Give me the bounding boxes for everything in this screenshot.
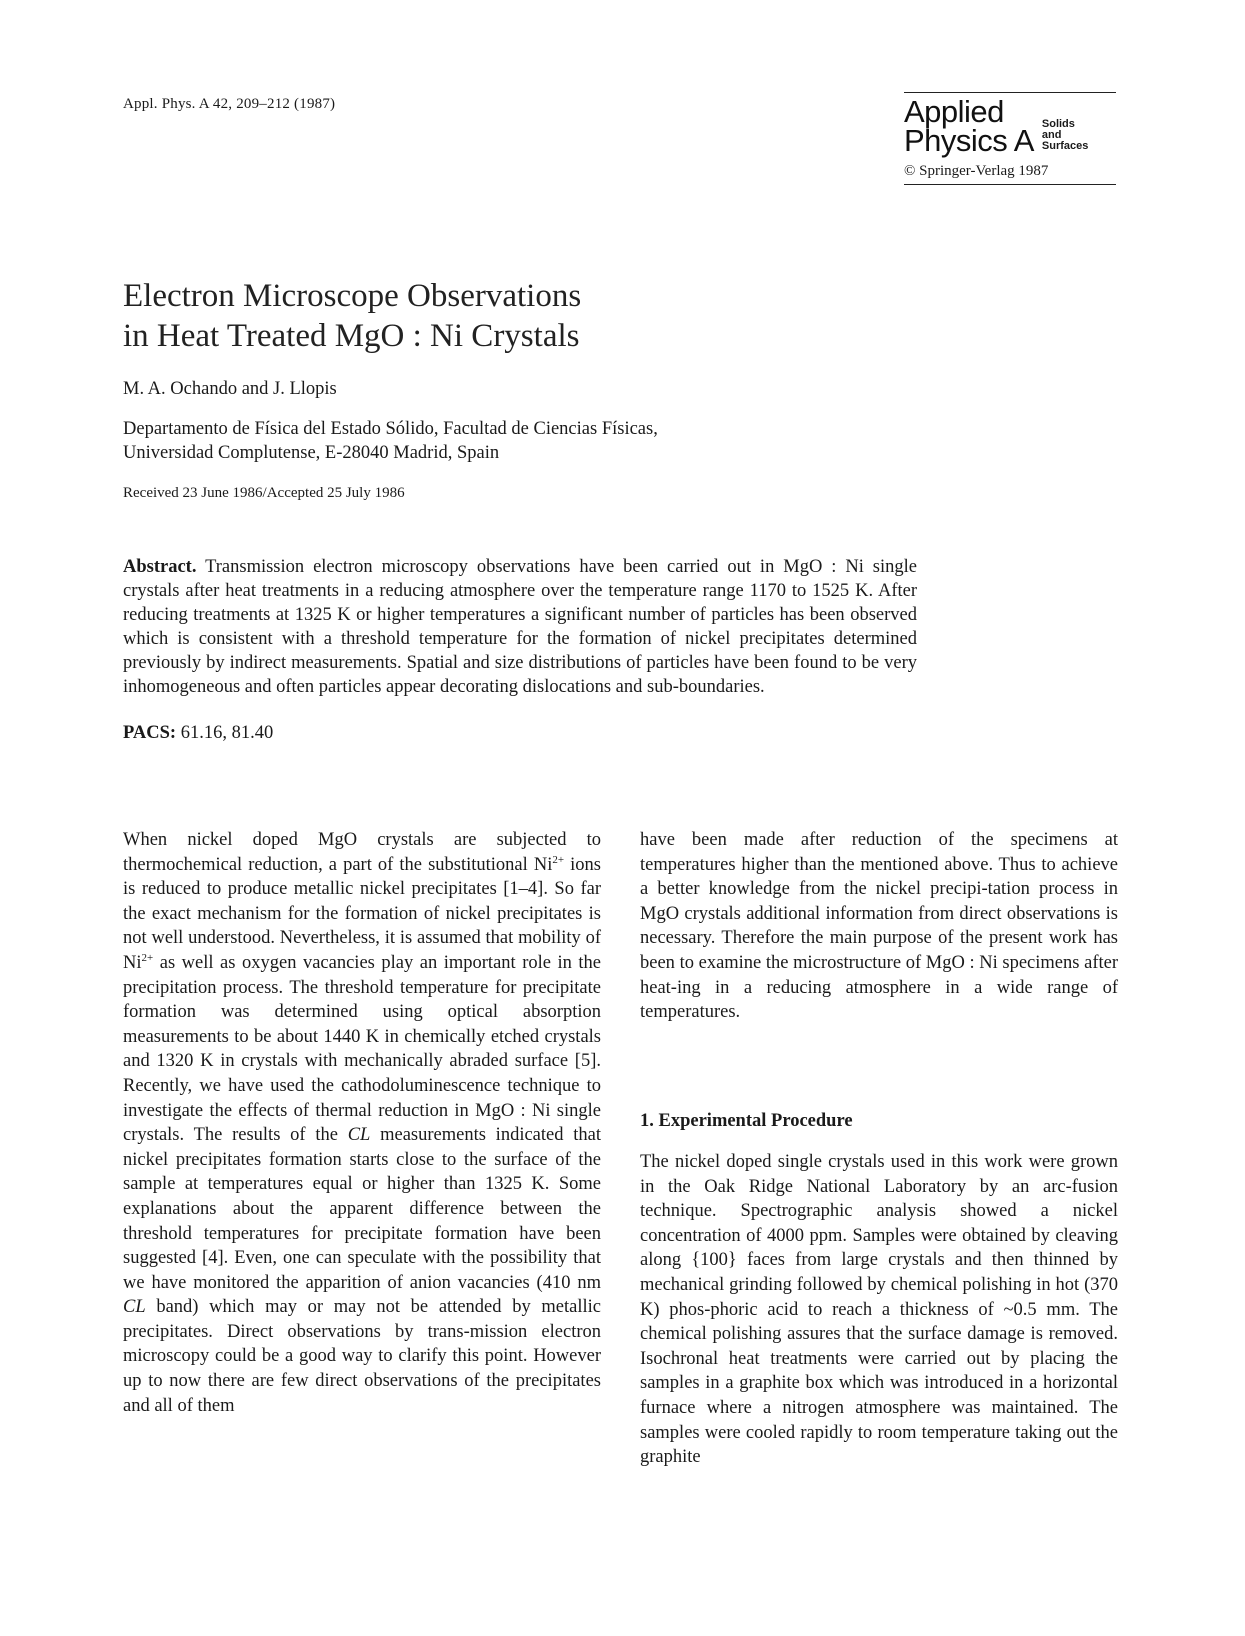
article-authors: M. A. Ochando and J. Llopis [123, 379, 337, 399]
left-text-2: ions is reduced to produce metallic nickel precipitates [1–4]. So far the exact mechanism for the formation of nickel precipitates is not well understood. Nevertheless, it is assumed that mobility of Ni [123, 854, 601, 973]
affiliation-line2: Universidad Complutense, E-28040 Madrid, Spain [123, 443, 500, 463]
body-column-left [123, 828, 601, 1418]
pacs-label: PACS: [123, 723, 177, 743]
journal-logo-line2: Physics A [904, 123, 1034, 158]
journal-logo-sub3: Surfaces [1041, 140, 1089, 152]
left-text-3: as well as oxygen vacancies play an important role in the precipitation process. The threshold temperature for precipitate formation was determined using optical absorption measurements to be about 1440 K in chemically etched crystals and 1320 K in crystals with mechanically abraded surface [5]. Recently, we have used the cathodoluminescence technique to investigate the effects of thermal reduction in MgO : Ni single crystals. The results of the [123, 952, 601, 1146]
body-column-right-section: The nickel doped single crystals used in this work were grown in the Oak Ridge National Laboratory by an arc-fusion technique. Spectrographic analysis showed a nickel concentration of 4000 ppm. Samples were obtained by cleaving along {100} faces from large crystals and then thinned by mechanical grinding followed by chemical polishing in hot (370 K) phos-phoric acid to reach a thickness of ~0.5 mm. The chemical polishing assures that the surface damage is removed. Isochronal heat treatments were carried out by placing the samples in a graphite box which was introduced in a horizontal furnace where a nitrogen atmosphere was maintained. The samples were cooled rapidly to room temperature taking out the graphite [640, 1152, 1118, 1468]
pacs-value: 61.16, 81.40 [180, 723, 274, 743]
journal-citation: Appl. Phys. A 42, 209–212 (1987) [123, 96, 336, 112]
article-title-line2: in Heat Treated MgO : Ni Crystals [123, 318, 580, 354]
logo-rule-bottom [904, 184, 1116, 185]
affiliation-line1: Departamento de Física del Estado Sólido, Facultad de Ciencias Físicas, [123, 419, 658, 439]
abstract [123, 555, 917, 699]
left-text-1: When nickel doped MgO crystals are subjected to thermochemical reduction, a part of the substitutional Ni [123, 830, 601, 875]
copyright-notice: © Springer-Verlag 1987 [904, 163, 1049, 179]
article-title [123, 276, 581, 356]
journal-logo [904, 94, 1116, 158]
body-column-right-intro: have been made after reduction of the specimens at temperatures higher than the mentioned above. Thus to achieve a better knowledge from the nickel precipi-tation process in MgO crystals additional information from direct observations is necessary. Therefore the main purpose of the present work has been to examine the microstructure of MgO : Ni specimens after heat-ing in a reducing atmosphere in a wide range of temperatures. [640, 830, 1118, 1023]
journal-logo-name [904, 94, 1034, 158]
pacs-codes [123, 723, 273, 744]
left-text-5: band) which may or may not be attended by metallic precipitates. Direct observations by trans-mission electron microscopy could be a good way to clarify this point. However up to now there are few direct observations of the precipitates and all of them [123, 1297, 601, 1416]
article-title-line1: Electron Microscope Observations [123, 278, 582, 314]
superscript-charge: 2+ [552, 853, 565, 866]
left-text-4: measurements indicated that nickel precipitates formation starts close to the surface of the sample at temperatures equal or higher than 1325 K. Some explanations about the apparent difference between the threshold temperatures for precipitate formation have been suggested [4]. Even, one can speculate with the possibility that we have monitored the apparition of anion vacancies (410 nm [123, 1125, 601, 1293]
section-heading: 1. Experimental Procedure [640, 1111, 853, 1131]
cl-abbreviation: CL [123, 1297, 146, 1318]
superscript-charge: 2+ [141, 951, 154, 964]
received-dates: Received 23 June 1986/Accepted 25 July 1986 [123, 485, 405, 501]
journal-logo-sub1: Solids [1041, 118, 1075, 130]
journal-logo-sub2: and [1041, 129, 1062, 141]
logo-rule-top [904, 92, 1116, 93]
journal-logo-line1: Applied [904, 94, 1004, 129]
author-affiliation [123, 417, 658, 465]
abstract-label: Abstract. [123, 557, 197, 577]
cl-abbreviation: CL [347, 1125, 371, 1146]
journal-logo-subtitle [1042, 119, 1088, 155]
abstract-text: Transmission electron microscopy observations have been carried out in MgO : Ni single crystals after heat treatments in a reducing atmosphere over the temperature range 1170 to 1525 K. After reducing treatments at 1325 K or higher temperatures a significant number of particles has been observed which is consistent with a threshold temperature for the formation of nickel precipitates determined previously by indirect measurements. Spatial and size distributions of particles have been found to be very inhomogeneous and often particles appear decorating dislocations and sub-boundaries. [123, 557, 917, 697]
journal-logo-block [904, 92, 1116, 185]
